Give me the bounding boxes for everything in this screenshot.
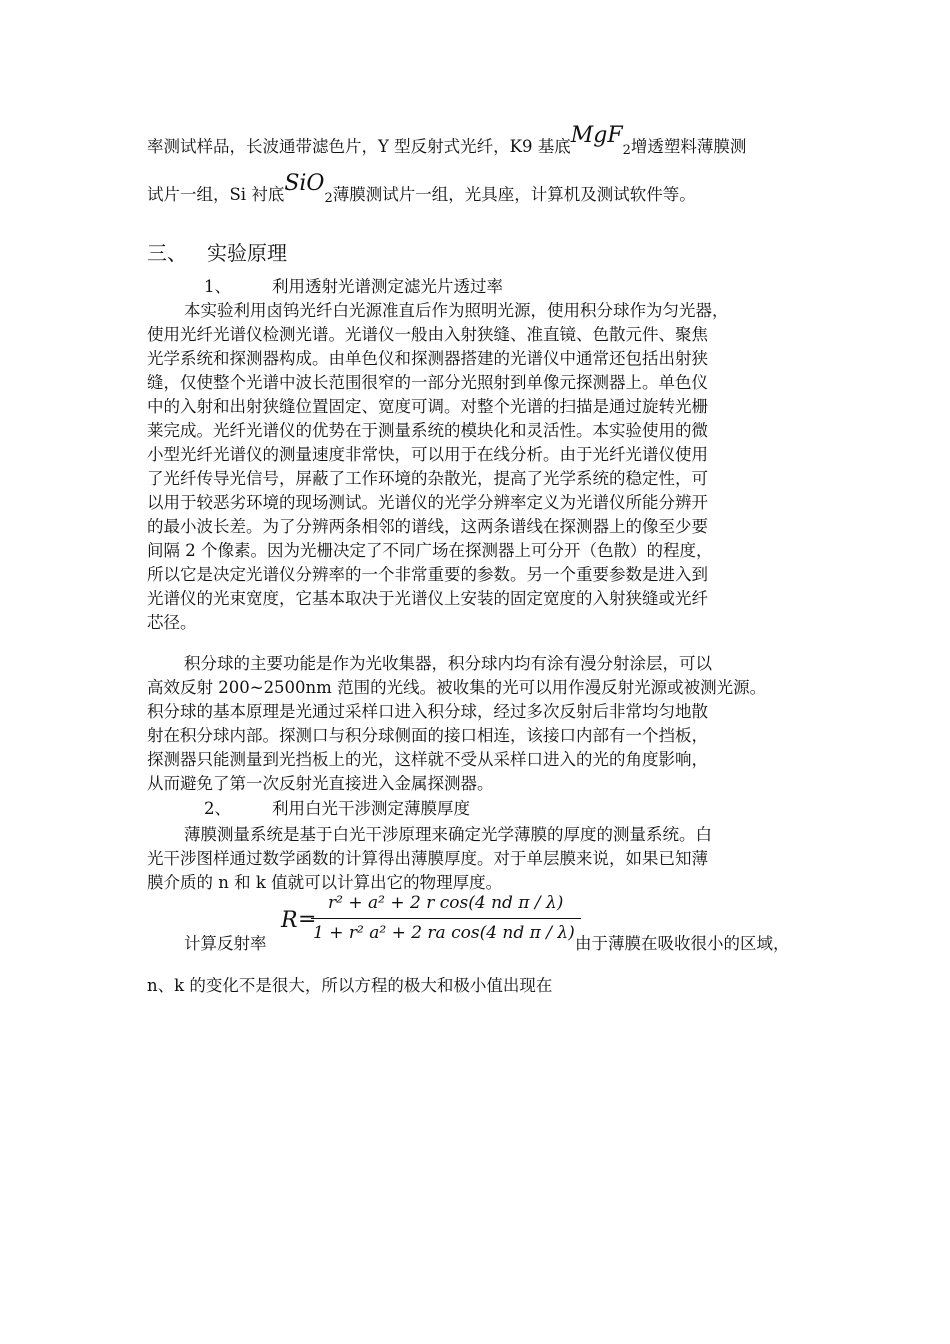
subsection-number: 1、 (204, 277, 231, 296)
fraction-bar (311, 918, 581, 919)
paragraph-line: 积分球的基本原理是光通过采样口进入积分球，经过多次反射后非常均匀地散 (147, 702, 708, 721)
formula-mgf2: MgF (570, 123, 623, 148)
paragraph-line: 莱完成。光纤光谱仪的优势在于测量系统的模块化和灵活性。本实验使用的微 (147, 421, 708, 440)
subsection-heading-1 (204, 276, 503, 298)
text-segment: 增透塑料薄膜测 (630, 137, 747, 156)
subsection-number: 2、 (204, 799, 231, 818)
paragraph-line: 间隔 2 个像素。因为光栅决定了不同广场在探测器上可分开（色散）的程度， (147, 541, 713, 560)
subsection-title: 利用透射光谱测定滤光片透过率 (272, 277, 503, 296)
paragraph-line: 本实验利用卤钨光纤白光源准直后作为照明光源，使用积分球作为匀光器， (184, 301, 729, 320)
text-segment: 薄膜测试片一组，光具座，计算机及测试软件等。 (332, 185, 696, 204)
reflectance-formula (281, 893, 581, 953)
paragraph-line: 芯径。 (147, 613, 197, 632)
subscript: 2 (324, 191, 333, 206)
section-number: 三、 (147, 241, 187, 265)
paragraph-line: 光谱仪的光束宽度，它基本取决于光谱仪上安装的固定宽度的入射狭缝或光纤 (147, 589, 708, 608)
paragraph-line: 积分球的主要功能是作为光收集器，积分球内均有涂有漫分射涂层，可以 (184, 654, 712, 673)
paragraph-line: 薄膜测量系统是基于白光干涉原理来确定光学薄膜的厚度的测量系统。白 (184, 825, 712, 844)
paragraph-line: 的最小波长差。为了分辨两条相邻的谱线，这两条谱线在探测器上的像至少要 (147, 517, 708, 536)
paragraph-line: 以用于较恶劣环境的现场测试。光谱仪的光学分辨率定义为光谱仪所能分辨开 (147, 493, 708, 512)
paragraph-line: 射在积分球内部。探测口与积分球侧面的接口相连，该接口内部有一个挡板， (147, 726, 708, 745)
text-segment: 试片一组，Si 衬底 (147, 185, 285, 204)
subsection-title: 利用白光干涉测定薄膜厚度 (272, 799, 470, 818)
paragraph-line: 了光纤传导光信号，屏蔽了工作环境的杂散光，提高了光学系统的稳定性，可 (147, 469, 708, 488)
paragraph-line: 缝，仅使整个光谱中波长范围很窄的一部分光照射到单像元探测器上。单色仪 (147, 373, 708, 392)
paragraph-line: 所以它是决定光谱仪分辨率的一个非常重要的参数。另一个重要参数是进入到 (147, 565, 708, 584)
formula-denominator: 1 + r² a² + 2 ra cos(4 nd π / λ) (313, 923, 575, 943)
text-segment: 率测试样品，长波通带滤色片，Y 型反射式光纤，K9 基底 (147, 137, 571, 156)
paragraph-line: 从而避免了第一次反射光直接进入金属探测器。 (147, 774, 494, 793)
paragraph-line: 膜介质的 n 和 k 值就可以计算出它的物理厚度。 (147, 873, 503, 892)
paragraph-line: 小型光纤光谱仪的测量速度非常快，可以用于在线分析。由于光纤光谱仪使用 (147, 445, 708, 464)
paragraph-line: 中的入射和出射狭缝位置固定、宽度可调。对整个光谱的扫描是通过旋转光栅 (147, 397, 708, 416)
body-line-1 (147, 123, 747, 160)
paragraph-line: 使用光纤光谱仪检测光谱。光谱仪一般由入射狭缝、准直镜、色散元件、聚焦 (147, 325, 708, 344)
body-line-2 (147, 171, 696, 208)
paragraph-line: 光学系统和探测器构成。由单色仪和探测器搭建的光谱仪中通常还包括出射狭 (147, 349, 708, 368)
formula-numerator: r² + a² + 2 r cos(4 nd π / λ) (328, 893, 564, 913)
subsection-heading-2 (204, 798, 470, 820)
paragraph-line-last: n、k 的变化不是很大，所以方程的极大和极小值出现在 (147, 976, 553, 995)
section-title: 实验原理 (207, 241, 287, 265)
paragraph-line: 高效反射 200~2500nm 范围的光线。被收集的光可以用作漫反射光源或被测光源。 (147, 678, 767, 697)
formula-lhs: R (281, 908, 298, 933)
formula-line-pre: 计算反射率 (184, 934, 267, 953)
subscript: 2 (622, 143, 631, 158)
formula-line-post: 由于薄膜在吸收很小的区域， (575, 934, 790, 953)
section-heading (147, 240, 287, 266)
formula-sio2: SiO (284, 171, 325, 196)
paragraph-line: 光干涉图样通过数学函数的计算得出薄膜厚度。对于单层膜来说，如果已知薄 (147, 849, 708, 868)
formula-equals: = (298, 907, 317, 932)
paragraph-line: 探测器只能测量到光挡板上的光，这样就不受从采样口进入的光的角度影响， (147, 750, 708, 769)
